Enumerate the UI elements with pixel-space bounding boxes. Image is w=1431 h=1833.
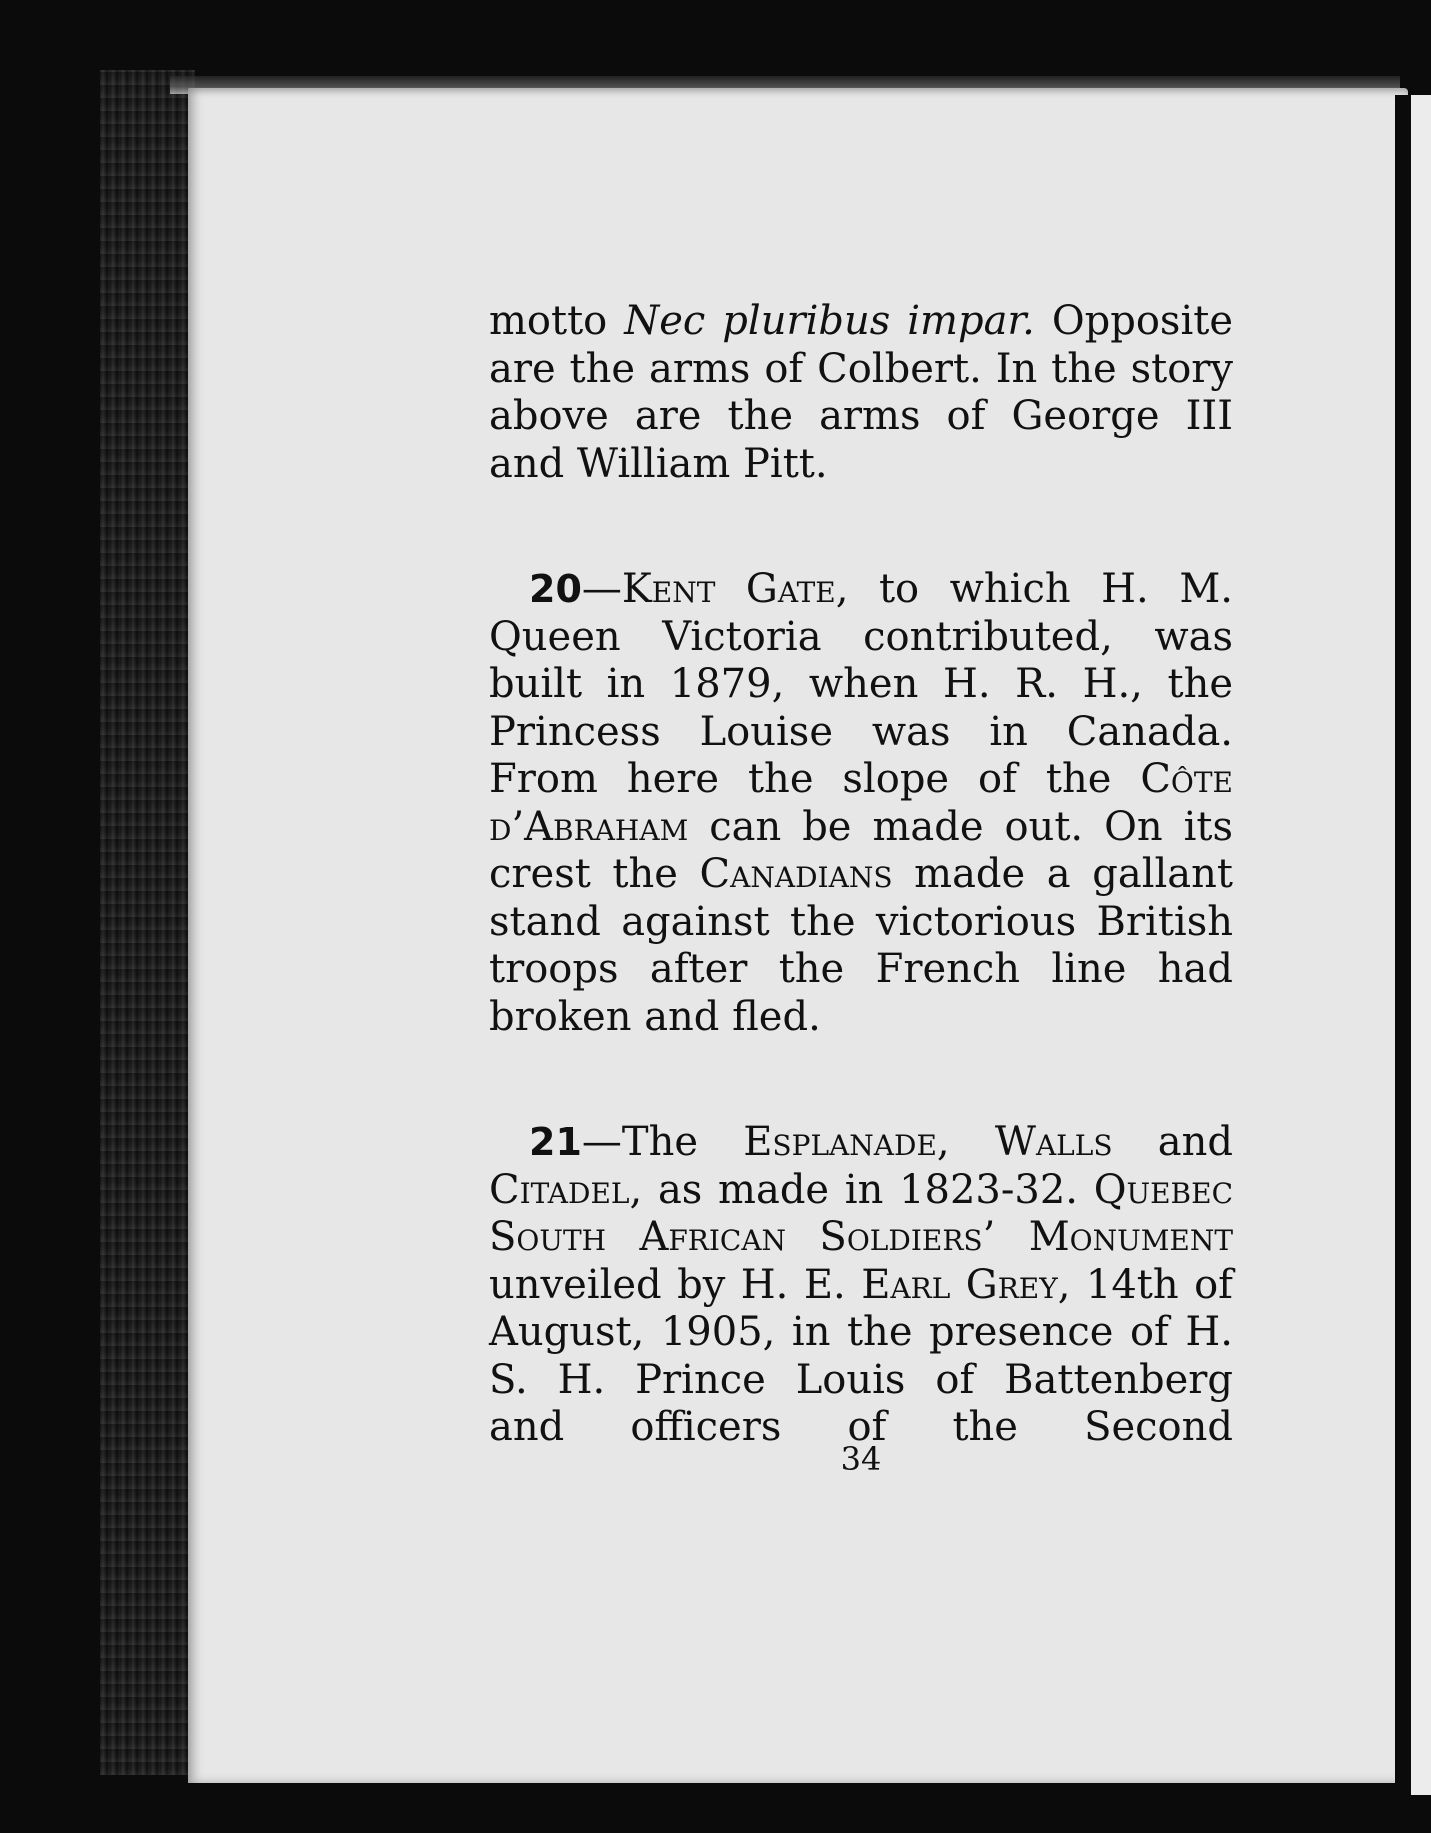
para2-text-3: made a gallant stand against the victorious British troops after the French line had broken and fled. [489,851,1233,1040]
canadians: Canadians [699,851,893,897]
page-number: 34 [840,1440,882,1478]
entry-dash: — [581,566,622,612]
para2-text-2: can be made out. On its crest the [489,803,1233,897]
cote-dabraham: Côte d’Abraham [489,756,1233,850]
paragraph-21 [489,1119,1233,1452]
entry-number-21: 21 [529,1120,582,1164]
esplanade: Esplanade [743,1119,937,1165]
earl-grey: Earl Grey [861,1261,1058,1308]
kent-gate-heading: Kent Gate [621,566,836,612]
para2-text-1: , to which H. M. Queen Victoria contributed, was built in 1879, when H. R. H., the Princess Louise was in Canada. From here the slope of the [489,566,1233,802]
monument-name: Quebec South African Soldiers’ Monument [489,1166,1233,1260]
para1-lead: motto [489,298,625,344]
facing-page-edge [1395,95,1431,1795]
paragraph-20 [489,566,1233,1041]
entry-dash-the: —The [581,1119,744,1165]
citadel: Citadel [489,1166,630,1213]
entry-number-20: 20 [529,567,582,611]
comma-1: , [936,1119,995,1165]
paragraph-continued [489,298,1233,488]
para3-text-2: unveiled by H. E. [489,1261,862,1308]
body-text [489,298,1233,1452]
walls: Walls [994,1119,1113,1165]
and-1: and [1112,1119,1233,1165]
para3-text-3: , 14th of August, 1905, in the presence of H. S. H. Prince Louis of Battenberg and officers of the Second [489,1261,1233,1450]
motto-italic: Nec pluribus impar. [624,298,1035,344]
book-edge [100,70,195,1775]
para1-rest: Opposite are the arms of Colbert. In the story above are the arms of George III and William Pitt. [489,298,1233,487]
para3-text-1: , as made in 1823-32. [629,1166,1094,1213]
